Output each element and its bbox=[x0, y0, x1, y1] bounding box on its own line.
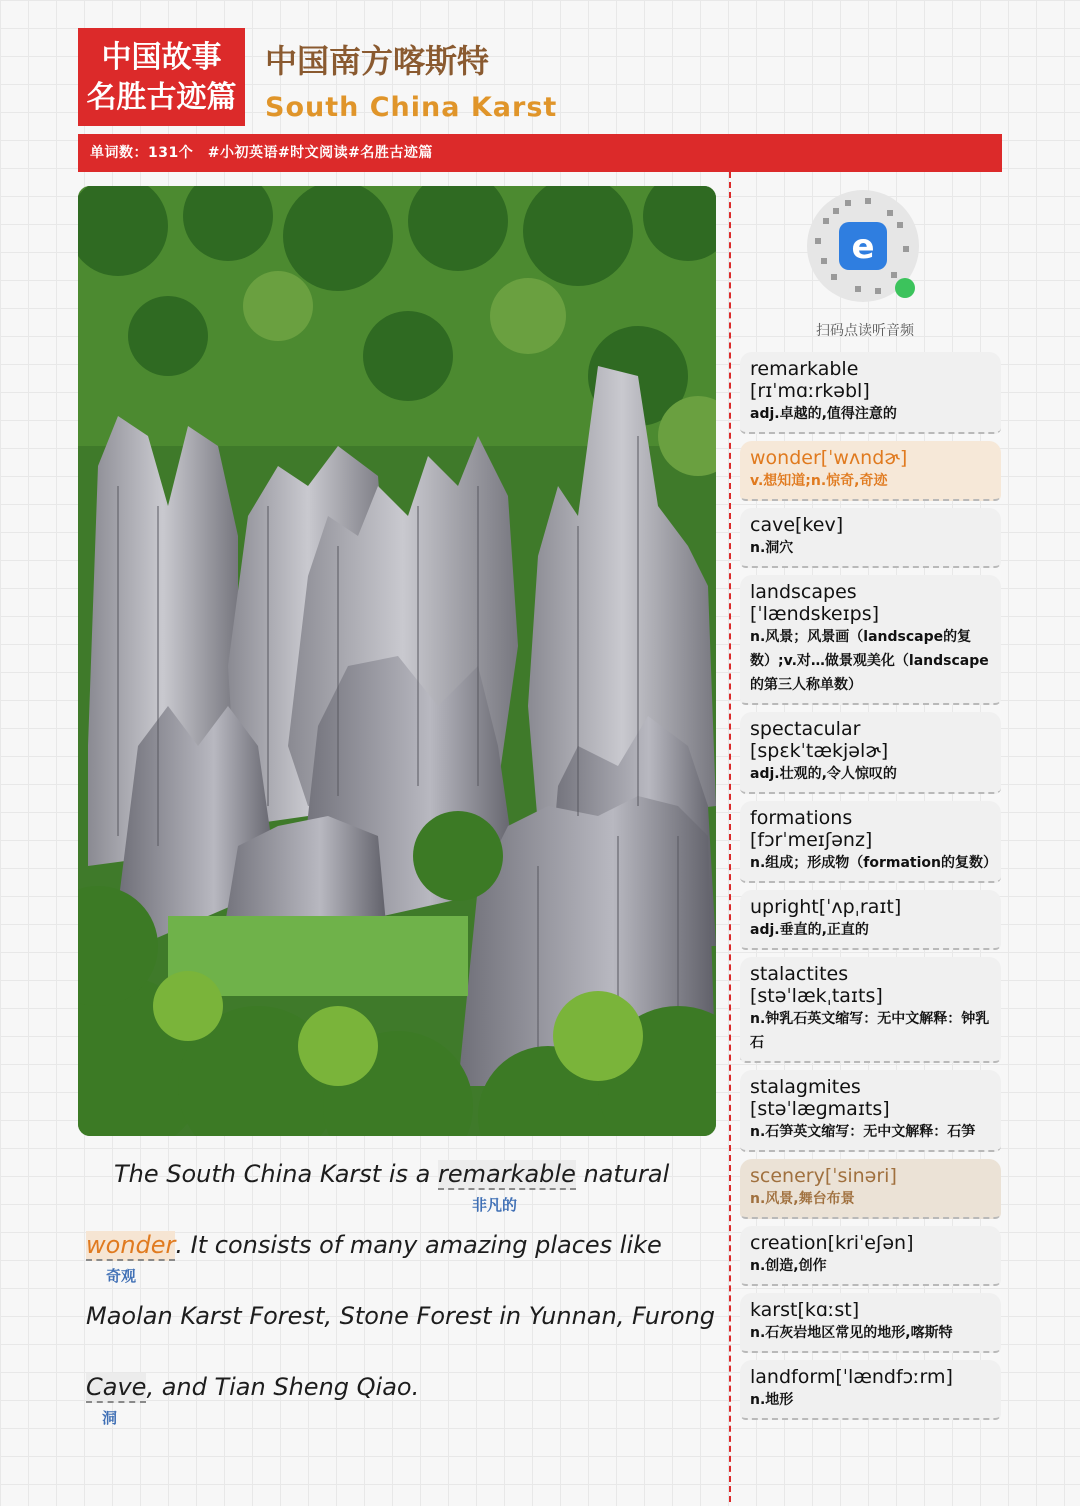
keyword-cave[interactable] bbox=[86, 1373, 147, 1427]
passage-line bbox=[86, 1160, 716, 1231]
vocab-card bbox=[740, 1226, 1001, 1286]
vocab-meaning: n.创造,创作 bbox=[750, 1258, 827, 1274]
vocab-card bbox=[740, 1070, 1001, 1152]
vocab-word: wonder[ˈwʌndɚ] bbox=[750, 447, 908, 469]
vocab-card bbox=[740, 1293, 1001, 1353]
reading-passage bbox=[86, 1160, 716, 1444]
vocab-card bbox=[740, 712, 1001, 794]
keyword-wonder[interactable] bbox=[86, 1231, 176, 1285]
karst-photo-illustration bbox=[78, 186, 716, 1136]
svg-text:e: e bbox=[851, 227, 875, 267]
title-english: South China Karst bbox=[265, 92, 558, 123]
qr-caption: 扫码点读听音频 bbox=[816, 323, 914, 339]
passage-text: , and Tian Sheng Qiao. bbox=[146, 1373, 420, 1401]
passage-text: Maolan Karst Forest, Stone Forest in Yunnan, Furong bbox=[86, 1302, 716, 1330]
passage-text: The South China Karst is a bbox=[114, 1160, 438, 1188]
vocab-word: stalactites bbox=[750, 963, 849, 985]
vocab-phonetic: [spɛkˈtækjəlɚ] bbox=[750, 740, 889, 762]
vocab-meaning: adj.垂直的,正直的 bbox=[750, 922, 869, 938]
vocab-meaning: n.石笋英文缩写：无中文解释：石笋 bbox=[750, 1124, 976, 1140]
vocab-card bbox=[740, 352, 1001, 434]
vocab-phonetic: [stəˈlækˌtaɪts] bbox=[750, 985, 883, 1007]
vocab-meaning: n.石灰岩地区常见的地形,喀斯特 bbox=[750, 1325, 953, 1341]
vocab-meaning: n.组成；形成物（formation的复数） bbox=[750, 855, 998, 871]
title-chinese: 中国南方喀斯特 bbox=[265, 42, 490, 80]
vocab-word: scenery[ˈsinəri] bbox=[750, 1165, 897, 1187]
vocab-card bbox=[740, 575, 1001, 705]
vocab-word: landscapes bbox=[750, 581, 857, 603]
vocab-card bbox=[740, 957, 1001, 1063]
vocab-card bbox=[740, 1360, 1001, 1420]
vocab-meaning: n.风景；风景画（landscape的复数）;v.对…做景观美化（landscape的第三人称单数） bbox=[750, 629, 989, 693]
vocab-word: spectacular bbox=[750, 718, 861, 740]
vocab-word: creation[kriˈeʃən] bbox=[750, 1232, 914, 1254]
vocab-card bbox=[740, 801, 1001, 883]
vocab-meaning: v.想知道;n.惊奇,奇迹 bbox=[750, 473, 888, 489]
keyword-gloss: 奇观 bbox=[106, 1267, 137, 1285]
vocab-phonetic: [ˈlændskeɪps] bbox=[750, 603, 880, 625]
vocab-meaning: n.钟乳石英文缩写：无中文解释：钟乳石 bbox=[750, 1011, 990, 1051]
passage-line bbox=[86, 1231, 716, 1302]
series-badge-line1: 中国故事 bbox=[101, 40, 222, 75]
vocab-word: formations bbox=[750, 807, 853, 829]
passage-text: natural bbox=[575, 1160, 670, 1188]
vocab-meaning: n.洞穴 bbox=[750, 540, 794, 556]
vocab-meaning: n.风景,舞台布景 bbox=[750, 1191, 855, 1207]
vocab-meaning: adj.壮观的,令人惊叹的 bbox=[750, 766, 897, 782]
series-badge bbox=[78, 28, 245, 126]
keyword-text: wonder bbox=[86, 1231, 176, 1259]
keyword-remarkable[interactable] bbox=[437, 1160, 576, 1214]
passage-line bbox=[86, 1373, 716, 1444]
column-divider bbox=[729, 172, 731, 1502]
karst-photo bbox=[78, 186, 716, 1136]
vocab-card bbox=[740, 1159, 1001, 1219]
vocab-phonetic: [fɔrˈmeɪʃənz] bbox=[750, 829, 873, 851]
vocab-phonetic: [stəˈlæɡmaɪts] bbox=[750, 1098, 890, 1120]
vocab-card bbox=[740, 508, 1001, 568]
keyword-text: Cave bbox=[86, 1373, 147, 1401]
vocab-meaning: adj.卓越的,值得注意的 bbox=[750, 406, 897, 422]
vocab-card bbox=[740, 890, 1001, 950]
vocab-phonetic: [rɪˈmɑːrkəbl] bbox=[750, 380, 870, 402]
vocab-word: upright[ˈʌpˌraɪt] bbox=[750, 896, 902, 918]
vocab-card bbox=[740, 441, 1001, 501]
vocab-meaning: n.地形 bbox=[750, 1392, 794, 1408]
vocab-word: karst[kɑːst] bbox=[750, 1299, 860, 1321]
keyword-gloss: 洞 bbox=[102, 1409, 118, 1427]
passage-line bbox=[86, 1302, 716, 1373]
vocab-word: stalagmites bbox=[750, 1076, 861, 1098]
vocab-word: cave[kev] bbox=[750, 514, 844, 536]
keyword-text: remarkable bbox=[437, 1160, 576, 1188]
passage-text: . It consists of many amazing places like bbox=[175, 1231, 662, 1259]
vocab-list bbox=[740, 352, 1001, 1427]
vocab-word: remarkable bbox=[750, 358, 859, 380]
series-badge-line2: 名胜古迹篇 bbox=[86, 80, 237, 115]
qr-code[interactable] bbox=[805, 188, 921, 304]
tag-bar: 单词数：131个 #小初英语#时文阅读#名胜古迹篇 bbox=[78, 134, 1002, 172]
qr-code-icon bbox=[805, 188, 921, 304]
vocab-word: landform[ˈlændfɔːrm] bbox=[750, 1366, 953, 1388]
keyword-gloss: 非凡的 bbox=[471, 1196, 517, 1214]
